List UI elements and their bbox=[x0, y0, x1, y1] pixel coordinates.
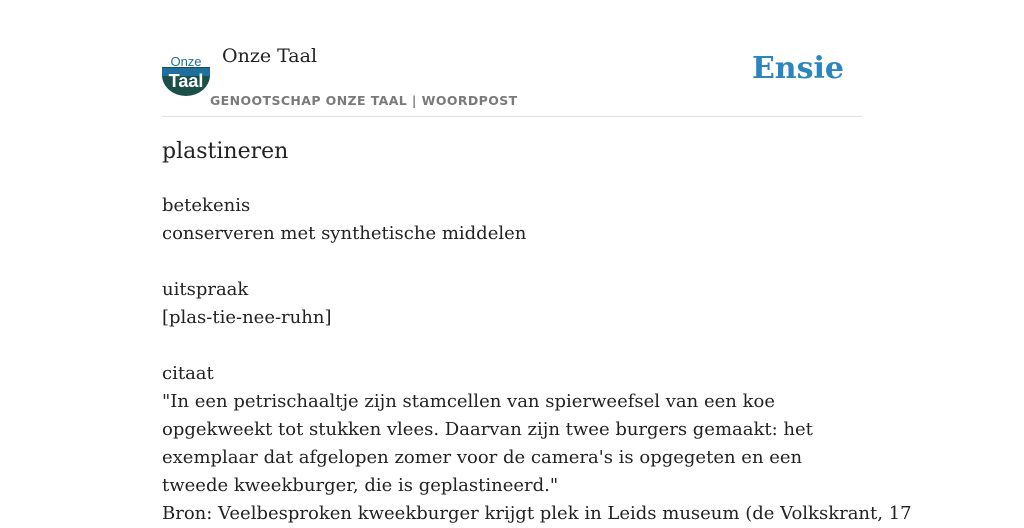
entry-headword: plastineren bbox=[162, 139, 289, 164]
meaning-label: betekenis bbox=[162, 195, 251, 216]
site-subtitle: GENOOTSCHAP ONZE TAAL | WOORDPOST bbox=[210, 93, 518, 108]
logo-bottom-text: Taal bbox=[168, 71, 204, 91]
pronunciation-label: uitspraak bbox=[162, 279, 249, 300]
entry-card bbox=[162, 0, 912, 524]
spacer bbox=[162, 248, 862, 276]
site-header bbox=[162, 0, 862, 117]
site-name[interactable]: Onze Taal bbox=[222, 45, 318, 67]
meaning-text: conserveren met synthetische middelen bbox=[162, 223, 527, 244]
entry-body bbox=[162, 192, 912, 528]
logo-top-text: Onze bbox=[170, 54, 202, 69]
quote-text: "In een petrischaaltje zijn stamcellen van spierweefsel van een koe opgekweekt tot stukken vlees. Daarvan zijn twee burgers gemaakt: het exemplaar dat afgelopen zomer voor de camera's is opgegeten en een tweede kweekburger, die is geplastineerd." bbox=[162, 391, 813, 496]
quote-label: citaat bbox=[162, 363, 214, 384]
spacer bbox=[162, 332, 862, 360]
pronunciation-text: [plas-tie-nee-ruhn] bbox=[162, 307, 332, 328]
onze-taal-logo[interactable] bbox=[162, 53, 210, 96]
quote-source: Bron: Veelbesproken kweekburger krijgt plek in Leids museum (de Volkskrant, 17 bbox=[162, 503, 912, 524]
ensie-brand-link[interactable]: Ensie bbox=[751, 51, 844, 86]
